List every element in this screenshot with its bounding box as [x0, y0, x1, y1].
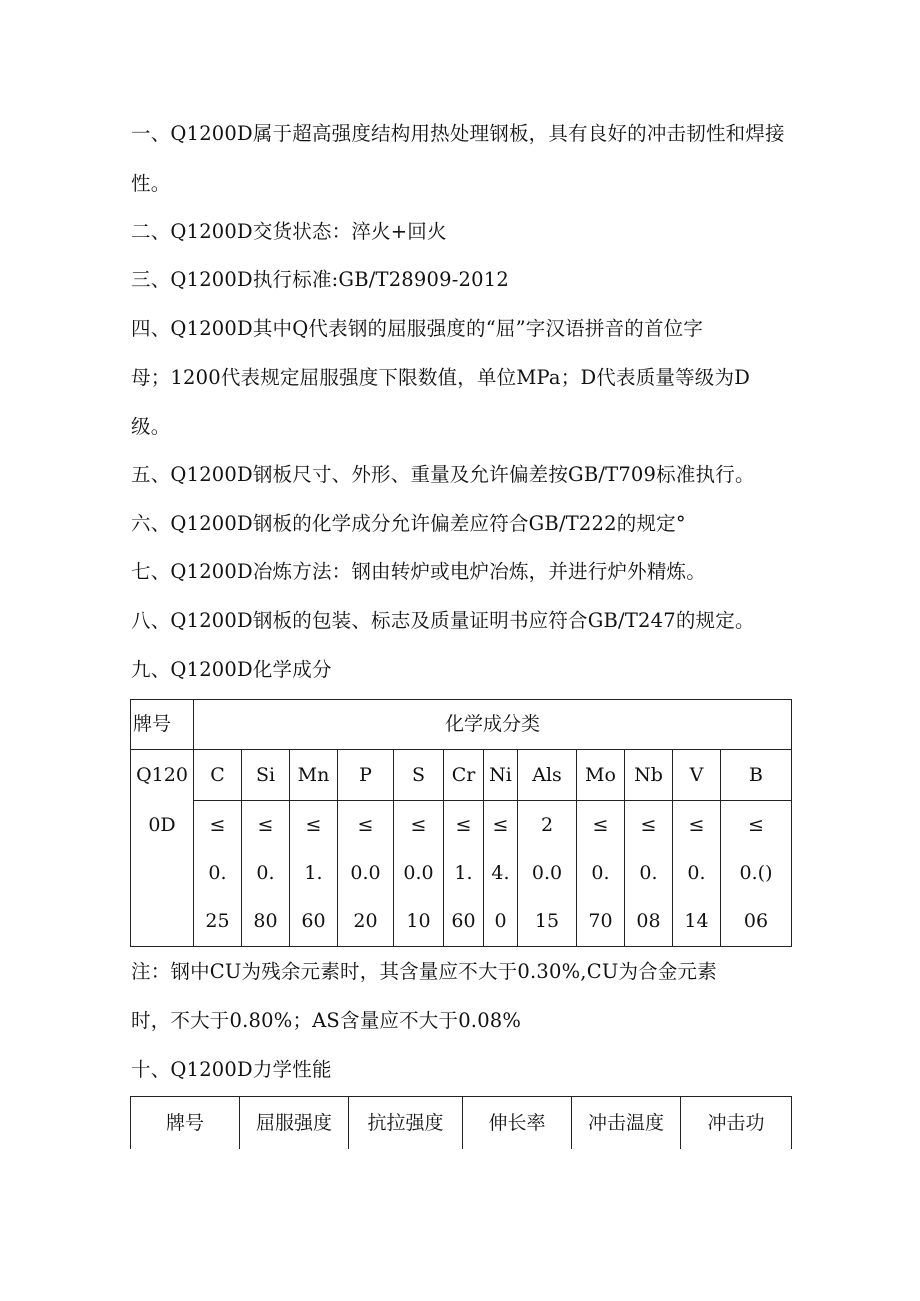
- paragraph-8: 八、Q1200D钢板的包装、标志及质量证明书应符合GB/T247的规定。: [131, 609, 755, 632]
- composition-group-header: 化学成分类: [194, 700, 792, 750]
- value-p-line-3: 20: [353, 910, 378, 932]
- value-c: [194, 801, 242, 947]
- value-c-line-2: 0.: [208, 862, 227, 884]
- value-nb: [625, 801, 673, 947]
- mech-header-elongation: 伸长率: [463, 1097, 572, 1150]
- paragraph-6: 六、Q1200D钢板的化学成分允许偏差应符合GB/T222的规定°: [131, 512, 686, 535]
- element-cr: Cr: [444, 750, 484, 801]
- mech-header-yield-strength: 屈服强度: [240, 1097, 349, 1150]
- value-s-line-2: 0.0: [403, 862, 434, 884]
- value-b-line-1: ≤: [748, 814, 764, 836]
- value-mo-line-2: 0.: [591, 862, 610, 884]
- value-ni-line-2: 4.: [491, 862, 510, 884]
- paragraph-4: 四、Q1200D其中Q代表钢的屈服强度的“屈”字汉语拼音的首位字: [131, 317, 704, 340]
- value-ni: [484, 801, 518, 947]
- grade-line-1: Q120: [136, 764, 188, 786]
- element-row: [131, 750, 792, 801]
- value-mo: [577, 801, 625, 947]
- element-s: S: [394, 750, 444, 801]
- mech-header-impact-energy: 冲击功: [681, 1097, 792, 1150]
- paragraph-4-end: 级。: [131, 415, 171, 438]
- value-mn: [290, 801, 338, 947]
- value-nb-line-3: 08: [636, 910, 661, 932]
- section-9-title: 九、Q1200D化学成分: [131, 658, 332, 681]
- element-p: P: [338, 750, 394, 801]
- paragraph-5: 五、Q1200D钢板尺寸、外形、重量及允许偏差按GB/T709标准执行。: [131, 463, 755, 486]
- paragraph-1: 一、Q1200D属于超高强度结构用热处理钢板，具有良好的冲击韧性和焊接: [131, 122, 785, 145]
- element-als: Als: [518, 750, 577, 801]
- value-si-line-2: 0.: [256, 862, 275, 884]
- paragraph-4-cont: 母；1200代表规定屈服强度下限数值，单位MPa；D代表质量等级为D: [131, 366, 751, 389]
- note-line-1: 注：钢中CU为残余元素时，其含量应不大于0.30%,CU为合金元素: [131, 960, 717, 983]
- grade-header-cell: 牌号: [131, 700, 194, 750]
- mech-header-grade: 牌号: [131, 1097, 240, 1150]
- value-row: [131, 801, 792, 947]
- mech-header-tensile-strength: 抗拉强度: [349, 1097, 463, 1150]
- mech-header-impact-temperature: 冲击温度: [572, 1097, 681, 1150]
- note-line-2: 时，不大于0.80%；AS含量应不大于0.08%: [131, 1009, 522, 1032]
- value-c-line-1: ≤: [209, 814, 226, 836]
- value-si-line-3: 80: [253, 910, 278, 932]
- value-b-line-2: 0.(): [739, 862, 773, 884]
- value-als-line-2: 0.0: [531, 862, 563, 884]
- paragraph-2: 二、Q1200D交货状态：淬火+回火: [131, 220, 447, 243]
- value-als-line-3: 15: [534, 910, 560, 932]
- element-mo: Mo: [577, 750, 625, 801]
- value-mo-line-3: 70: [588, 910, 613, 932]
- value-cr-line-2: 1.: [454, 862, 473, 884]
- element-b: B: [721, 750, 792, 801]
- value-c-line-3: 25: [205, 910, 230, 932]
- element-c: C: [194, 750, 242, 801]
- element-si: Si: [242, 750, 290, 801]
- value-cr-line-3: 60: [451, 910, 476, 932]
- paragraph-7: 七、Q1200D冶炼方法：钢由转炉或电炉冶炼，并进行炉外精炼。: [131, 560, 706, 583]
- paragraph-3: 三、Q1200D执行标准:GB/T28909-2012: [131, 268, 509, 291]
- chemical-composition-table: [130, 699, 792, 947]
- value-si-line-1: ≤: [257, 814, 274, 836]
- value-mo-line-1: ≤: [592, 814, 609, 836]
- value-v-line-1: ≤: [688, 814, 705, 836]
- value-s-line-3: 10: [406, 910, 431, 932]
- chem-header-row: [131, 700, 792, 750]
- element-v: V: [673, 750, 721, 801]
- element-ni: Ni: [484, 750, 518, 801]
- value-p: [338, 801, 394, 947]
- value-cr-line-1: ≤: [455, 814, 472, 836]
- grade-cell: [131, 750, 194, 947]
- value-v-line-2: 0.: [687, 862, 706, 884]
- mechanical-properties-table: [130, 1096, 792, 1149]
- paragraph-1-cont: 性。: [131, 172, 171, 195]
- value-v-line-3: 14: [684, 910, 709, 932]
- value-s: [394, 801, 444, 947]
- grade-line-2: 0D: [148, 814, 176, 836]
- value-ni-line-3: 0: [494, 910, 507, 932]
- value-p-line-1: ≤: [357, 814, 374, 836]
- element-mn: Mn: [290, 750, 338, 801]
- value-b: [721, 801, 792, 947]
- value-cr: [444, 801, 484, 947]
- value-nb-line-1: ≤: [640, 814, 657, 836]
- value-s-line-1: ≤: [410, 814, 427, 836]
- value-mn-line-3: 60: [301, 910, 326, 932]
- value-mn-line-1: ≤: [305, 814, 322, 836]
- value-als-line-1: 2: [540, 814, 554, 836]
- section-10-title: 十、Q1200D力学性能: [131, 1058, 332, 1081]
- mech-header-row: [131, 1097, 792, 1150]
- value-p-line-2: 0.0: [350, 862, 381, 884]
- value-mn-line-2: 1.: [304, 862, 323, 884]
- value-si: [242, 801, 290, 947]
- value-nb-line-2: 0.: [639, 862, 658, 884]
- value-als: [518, 801, 577, 947]
- element-nb: Nb: [625, 750, 673, 801]
- value-v: [673, 801, 721, 947]
- value-b-line-3: 06: [743, 910, 769, 932]
- value-ni-line-1: ≤: [492, 814, 509, 836]
